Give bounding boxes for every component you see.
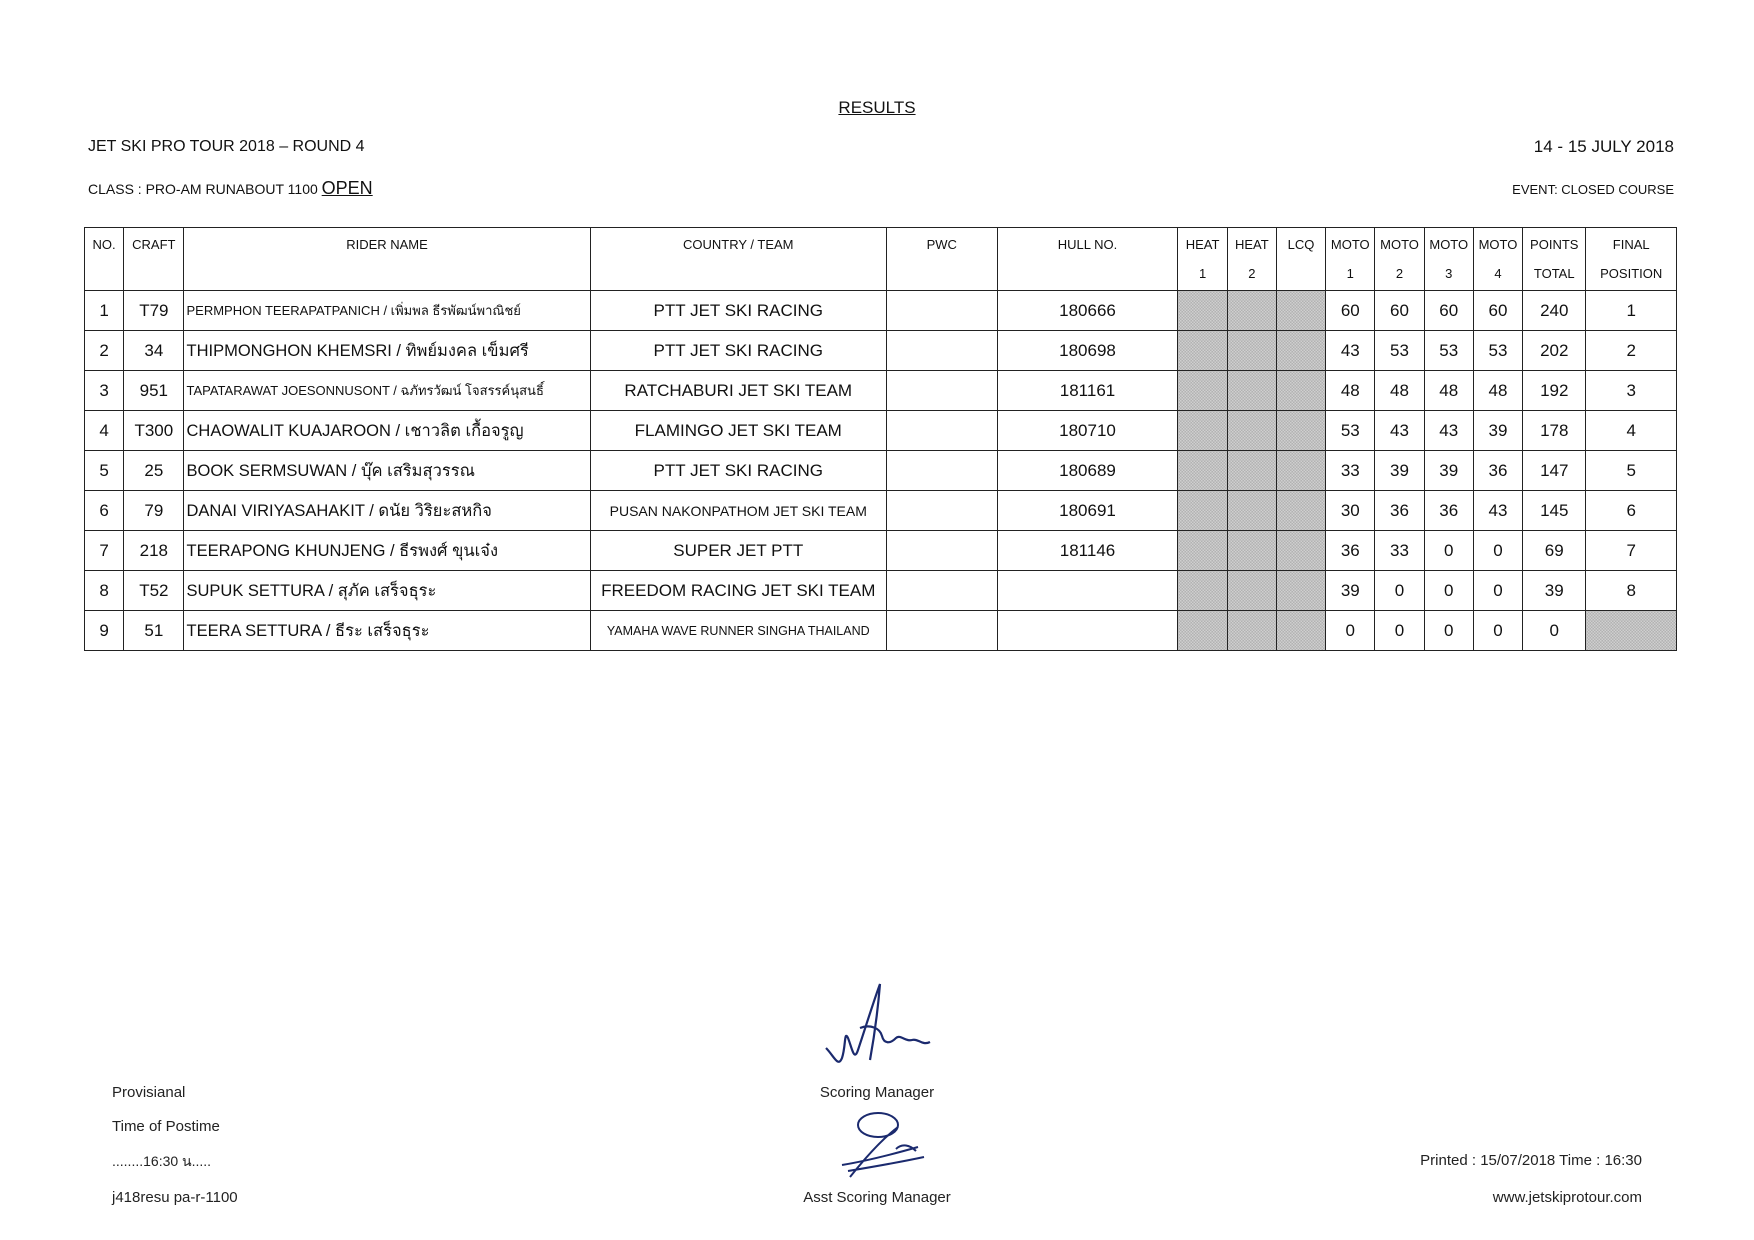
cell-pwc: [887, 451, 998, 491]
column-header-line2: TOTAL: [1533, 266, 1575, 281]
cell-moto-3: 53: [1424, 331, 1473, 371]
column-header-moto-4: [1473, 228, 1522, 291]
cell-moto-3: 0: [1424, 571, 1473, 611]
class-highlight: OPEN: [321, 178, 373, 198]
column-header-country-team: [590, 228, 886, 291]
column-header-points-total: [1523, 228, 1586, 291]
column-header-line1: COUNTRY / TEAM: [682, 237, 794, 252]
column-header-final-position: [1586, 228, 1677, 291]
column-header-line2: 1: [1198, 266, 1207, 281]
cell-pwc: [887, 491, 998, 531]
cell-no: 8: [85, 571, 124, 611]
cell-lcq: [1276, 331, 1325, 371]
cell-hull-no: 181146: [997, 531, 1178, 571]
cell-no: 3: [85, 371, 124, 411]
cell-hull-no: 180691: [997, 491, 1178, 531]
table-row: [85, 451, 1677, 491]
time-of-postime-label: Time of Postime: [112, 1118, 220, 1135]
cell-moto-2: 36: [1375, 491, 1424, 531]
column-header-line1: MOTO: [1380, 237, 1419, 252]
cell-final-position: 1: [1586, 291, 1677, 331]
cell-no: 6: [85, 491, 124, 531]
column-header-line1: MOTO: [1330, 237, 1370, 252]
cell-heat-2: [1227, 451, 1276, 491]
cell-moto-4: 53: [1473, 331, 1522, 371]
cell-moto-2: 48: [1375, 371, 1424, 411]
table-row: [85, 611, 1677, 651]
cell-moto-4: 36: [1473, 451, 1522, 491]
table-header-row: [85, 228, 1677, 291]
cell-country-team: PTT JET SKI RACING: [590, 451, 886, 491]
cell-final-position: [1586, 611, 1677, 651]
cell-lcq: [1276, 451, 1325, 491]
event-type: EVENT: CLOSED COURSE: [1512, 182, 1674, 197]
cell-heat-2: [1227, 531, 1276, 571]
cell-heat-2: [1227, 611, 1276, 651]
cell-heat-1: [1178, 491, 1227, 531]
cell-heat-2: [1227, 331, 1276, 371]
table-row: [85, 531, 1677, 571]
cell-craft: 218: [124, 531, 184, 571]
column-header-line1: PWC: [926, 237, 957, 252]
cell-points-total: 240: [1523, 291, 1586, 331]
cell-heat-2: [1227, 491, 1276, 531]
table-row: [85, 571, 1677, 611]
cell-moto-2: 33: [1375, 531, 1424, 571]
cell-moto-4: 39: [1473, 411, 1522, 451]
cell-points-total: 178: [1523, 411, 1586, 451]
cell-hull-no: [997, 611, 1178, 651]
column-header-hull-no: [997, 228, 1178, 291]
results-table: [84, 227, 1677, 651]
cell-heat-1: [1178, 571, 1227, 611]
cell-heat-2: [1227, 411, 1276, 451]
cell-no: 5: [85, 451, 124, 491]
cell-moto-1: 0: [1326, 611, 1375, 651]
column-header-line2: 2: [1248, 266, 1256, 281]
cell-points-total: 0: [1523, 611, 1586, 651]
cell-hull-no: 180689: [997, 451, 1178, 491]
cell-craft: 79: [124, 491, 184, 531]
column-header-line2: 1: [1346, 266, 1354, 281]
document-title: RESULTS: [838, 98, 916, 117]
cell-hull-no: 180666: [997, 291, 1178, 331]
cell-no: 9: [85, 611, 124, 651]
cell-moto-3: 48: [1424, 371, 1473, 411]
cell-craft: 34: [124, 331, 184, 371]
cell-final-position: 6: [1586, 491, 1677, 531]
cell-moto-4: 0: [1473, 611, 1522, 651]
cell-lcq: [1276, 571, 1325, 611]
cell-pwc: [887, 331, 998, 371]
column-header-heat-2: [1227, 228, 1276, 291]
cell-rider-name: THIPMONGHON KHEMSRI / ทิพย์มงคล เข็มศรี: [184, 331, 590, 371]
column-header-pwc: [887, 228, 998, 291]
cell-moto-3: 39: [1424, 451, 1473, 491]
cell-final-position: 3: [1586, 371, 1677, 411]
table-row: [85, 371, 1677, 411]
cell-pwc: [887, 531, 998, 571]
cell-country-team: PTT JET SKI RACING: [590, 291, 886, 331]
asst-scoring-manager-signature: [826, 1105, 936, 1185]
cell-final-position: 5: [1586, 451, 1677, 491]
cell-moto-1: 53: [1326, 411, 1375, 451]
cell-moto-3: 0: [1424, 611, 1473, 651]
cell-final-position: 4: [1586, 411, 1677, 451]
asst-scoring-manager-label: Asst Scoring Manager: [803, 1189, 951, 1206]
cell-country-team: RATCHABURI JET SKI TEAM: [590, 371, 886, 411]
cell-hull-no: 181161: [997, 371, 1178, 411]
scoring-manager-label: Scoring Manager: [819, 1084, 935, 1101]
cell-moto-1: 39: [1326, 571, 1375, 611]
cell-pwc: [887, 571, 998, 611]
cell-heat-1: [1178, 451, 1227, 491]
column-header-lcq: [1276, 228, 1325, 291]
column-header-rider-name: [184, 228, 590, 291]
cell-moto-4: 43: [1473, 491, 1522, 531]
table-row: [85, 411, 1677, 451]
cell-moto-2: 39: [1375, 451, 1424, 491]
cell-country-team: PUSAN NAKONPATHOM JET SKI TEAM: [590, 491, 886, 531]
column-header-line1: HEAT: [1234, 237, 1269, 252]
cell-moto-3: 43: [1424, 411, 1473, 451]
column-header-line1: MOTO: [1478, 237, 1518, 252]
cell-pwc: [887, 371, 998, 411]
column-header-heat-1: [1178, 228, 1227, 291]
provisional-label: Provisianal: [112, 1084, 186, 1101]
cell-heat-2: [1227, 571, 1276, 611]
cell-country-team: SUPER JET PTT: [590, 531, 886, 571]
cell-moto-1: 33: [1326, 451, 1375, 491]
column-header-line2: 3: [1445, 266, 1453, 281]
cell-craft: 51: [124, 611, 184, 651]
table-row: [85, 291, 1677, 331]
cell-points-total: 39: [1523, 571, 1586, 611]
cell-points-total: 192: [1523, 371, 1586, 411]
cell-rider-name: BOOK SERMSUWAN / บุ๊ค เสริมสุวรรณ: [184, 451, 590, 491]
column-header-line1: FINAL: [1612, 237, 1650, 252]
cell-no: 4: [85, 411, 124, 451]
cell-points-total: 202: [1523, 331, 1586, 371]
cell-country-team: PTT JET SKI RACING: [590, 331, 886, 371]
cell-lcq: [1276, 611, 1325, 651]
cell-moto-4: 60: [1473, 291, 1522, 331]
cell-moto-2: 60: [1375, 291, 1424, 331]
cell-pwc: [887, 291, 998, 331]
cell-rider-name: TEERA SETTURA / ธีระ เสร็จธุระ: [184, 611, 590, 651]
cell-rider-name: TEERAPONG KHUNJENG / ธีรพงศ์ ขุนเจ๋ง: [184, 531, 590, 571]
cell-heat-1: [1178, 371, 1227, 411]
cell-moto-4: 0: [1473, 571, 1522, 611]
class-line: [88, 178, 373, 199]
cell-no: 1: [85, 291, 124, 331]
column-header-line2: 2: [1395, 266, 1404, 281]
class-prefix: CLASS : PRO-AM RUNABOUT 1100: [88, 181, 322, 197]
cell-final-position: 8: [1586, 571, 1677, 611]
column-header-line2: POSITION: [1600, 266, 1663, 281]
document-code: j418resu pa-r-1100: [112, 1189, 238, 1206]
column-header-line2: 4: [1494, 266, 1502, 281]
cell-moto-3: 0: [1424, 531, 1473, 571]
cell-moto-2: 0: [1375, 571, 1424, 611]
cell-moto-1: 36: [1326, 531, 1375, 571]
column-header-line1: HEAT: [1185, 237, 1220, 252]
website-url: www.jetskiprotour.com: [1492, 1189, 1642, 1206]
cell-craft: T52: [124, 571, 184, 611]
cell-moto-2: 43: [1375, 411, 1424, 451]
cell-rider-name: TAPATARAWAT JOESONNUSONT / ฉภัทรวัฒน์ โจสรรค์นุสนธิ์: [184, 371, 590, 411]
column-header-craft: [124, 228, 184, 291]
cell-points-total: 147: [1523, 451, 1586, 491]
cell-moto-1: 43: [1326, 331, 1375, 371]
cell-rider-name: SUPUK SETTURA / สุภัค เสร็จธุระ: [184, 571, 590, 611]
column-header-line1: NO.: [92, 237, 116, 252]
column-header-moto-3: [1424, 228, 1473, 291]
column-header-moto-2: [1375, 228, 1424, 291]
cell-lcq: [1276, 371, 1325, 411]
cell-points-total: 69: [1523, 531, 1586, 571]
cell-craft: 25: [124, 451, 184, 491]
cell-final-position: 7: [1586, 531, 1677, 571]
cell-moto-3: 60: [1424, 291, 1473, 331]
cell-moto-3: 36: [1424, 491, 1473, 531]
cell-moto-1: 60: [1326, 291, 1375, 331]
cell-rider-name: CHAOWALIT KUAJAROON / เชาวลิต เกื้อจรูญ: [184, 411, 590, 451]
cell-moto-2: 0: [1375, 611, 1424, 651]
cell-heat-1: [1178, 531, 1227, 571]
cell-lcq: [1276, 291, 1325, 331]
cell-country-team: FREEDOM RACING JET SKI TEAM: [590, 571, 886, 611]
cell-moto-1: 30: [1326, 491, 1375, 531]
column-header-no: [85, 228, 124, 291]
cell-lcq: [1276, 531, 1325, 571]
cell-craft: T300: [124, 411, 184, 451]
table-row: [85, 491, 1677, 531]
cell-craft: 951: [124, 371, 184, 411]
cell-hull-no: 180698: [997, 331, 1178, 371]
cell-moto-4: 0: [1473, 531, 1522, 571]
cell-hull-no: [997, 571, 1178, 611]
column-header-line1: RIDER NAME: [346, 237, 428, 252]
table-body: [85, 291, 1677, 651]
event-name: JET SKI PRO TOUR 2018 – ROUND 4: [88, 138, 365, 155]
cell-craft: T79: [124, 291, 184, 331]
column-header-line1: HULL NO.: [1057, 237, 1118, 252]
postime-value: ........16:30 น.....: [112, 1153, 212, 1169]
cell-country-team: YAMAHA WAVE RUNNER SINGHA THAILAND: [590, 611, 886, 651]
printed-timestamp: Printed : 15/07/2018 Time : 16:30: [1420, 1152, 1642, 1169]
cell-hull-no: 180710: [997, 411, 1178, 451]
cell-moto-2: 53: [1375, 331, 1424, 371]
cell-rider-name: DANAI VIRIYASAHAKIT / ดนัย วิริยะสหกิจ: [184, 491, 590, 531]
cell-heat-1: [1178, 411, 1227, 451]
column-header-moto-1: [1326, 228, 1375, 291]
cell-no: 2: [85, 331, 124, 371]
column-header-line1: CRAFT: [132, 237, 176, 252]
cell-heat-2: [1227, 371, 1276, 411]
cell-heat-1: [1178, 291, 1227, 331]
cell-heat-2: [1227, 291, 1276, 331]
column-header-line1: POINTS: [1530, 237, 1579, 252]
cell-moto-4: 48: [1473, 371, 1522, 411]
event-date: 14 - 15 JULY 2018: [1533, 137, 1674, 156]
cell-rider-name: PERMPHON TEERAPATPANICH / เพิ่มพล ธีรพัฒน์พาณิชย์: [184, 291, 590, 331]
cell-heat-1: [1178, 331, 1227, 371]
cell-final-position: 2: [1586, 331, 1677, 371]
cell-points-total: 145: [1523, 491, 1586, 531]
cell-country-team: FLAMINGO JET SKI TEAM: [590, 411, 886, 451]
cell-pwc: [887, 411, 998, 451]
cell-heat-1: [1178, 611, 1227, 651]
cell-pwc: [887, 611, 998, 651]
column-header-line1: LCQ: [1287, 237, 1315, 252]
cell-no: 7: [85, 531, 124, 571]
table-row: [85, 331, 1677, 371]
scoring-manager-signature: [820, 978, 940, 1073]
column-header-line1: MOTO: [1429, 237, 1469, 252]
cell-moto-1: 48: [1326, 371, 1375, 411]
cell-lcq: [1276, 411, 1325, 451]
cell-lcq: [1276, 491, 1325, 531]
